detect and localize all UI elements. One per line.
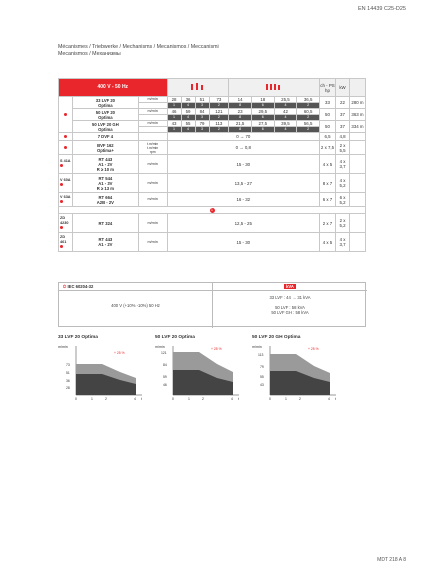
gear-cell: 3 — [195, 127, 209, 133]
xtick: 0 — [172, 397, 174, 401]
gear-cell: 2 — [209, 115, 229, 121]
xtick: 1 — [188, 397, 190, 401]
speed-cell: 56,5 — [297, 121, 320, 127]
hoist-hp-0: 33 — [320, 97, 336, 109]
trolley-extra-1 — [350, 174, 366, 193]
speed-cell: 39,5 — [274, 121, 297, 127]
trolley-1-icon — [60, 183, 63, 186]
gear-cell: 2 — [297, 127, 320, 133]
iec-header — [59, 283, 212, 291]
chart-svg — [252, 342, 340, 404]
trolley-value-1: 13,5 - 27 — [167, 174, 319, 193]
trolley-label-1-text: V 60A — [60, 178, 71, 182]
travel-model-1-sub: A1 - 2V — [98, 242, 113, 247]
chart-33lvf — [58, 335, 146, 405]
ytick: 84 — [163, 363, 167, 367]
speed-cell: 28 — [167, 97, 181, 103]
trolley-label-2 — [59, 193, 73, 207]
speed-cell: 43 — [167, 121, 181, 127]
chart-title: 33 LVF 20 Optima — [58, 335, 98, 340]
speed-cell: 14 — [229, 97, 252, 103]
slew-value-0: 0 → 70 — [167, 133, 319, 141]
hoist-kw-2: 37 — [336, 121, 350, 133]
slew-unit-0 — [138, 133, 167, 141]
chart-50lvf — [155, 335, 243, 405]
gear-cell: 4 — [274, 103, 297, 109]
trolley-hp-0: 4 x 5 — [320, 155, 336, 174]
xtick: 2 — [105, 397, 107, 401]
xunit: t — [238, 397, 239, 401]
hook-speed-2-icon — [264, 82, 284, 92]
trolley-kw-2: 6 x 5,2 — [336, 193, 350, 207]
speed-cell: 113 — [209, 121, 229, 127]
speed-cell: 42 — [274, 109, 297, 115]
xtick: 0 — [75, 397, 77, 401]
xtick: 4 — [134, 397, 136, 401]
travel-value-1: 15 - 30 — [167, 233, 319, 252]
hoist-model-2 — [73, 121, 139, 133]
ytick: 59 — [163, 375, 167, 379]
travel-kw-0: 2 x 5,2 — [336, 214, 350, 233]
trolley-label-1 — [59, 174, 73, 193]
hoist-kw-1: 37 — [336, 109, 350, 121]
gear-cell: 1 — [167, 103, 181, 109]
trolley-model-2-sub: A2B - 2V — [96, 199, 114, 205]
travel-unit-0: m/min — [138, 214, 167, 233]
chart-title: 50 LVF 20 GH Optima — [252, 335, 301, 340]
travel-extra-0 — [350, 214, 366, 233]
ytick: 113 — [258, 353, 264, 357]
hoist-model-2-name: 50 LVF 20 GH — [92, 121, 119, 127]
trolley-model-1-sub: A1 - 3V — [98, 180, 113, 186]
travel-value-0: 12,5 - 25 — [167, 214, 319, 233]
trolley-value-0: 15 - 30 — [167, 155, 319, 174]
slew-icon-cell — [59, 133, 73, 141]
speed-cell: 23 — [229, 109, 252, 115]
xtick: 1 — [285, 397, 287, 401]
travel-extra-1 — [350, 233, 366, 252]
gear-cell: 3 — [195, 115, 209, 121]
trolley-model-2-name: RT 664 — [98, 194, 113, 200]
gear-cell: 2 — [297, 103, 320, 109]
hoist-kw-0: 22 — [336, 97, 350, 109]
ytick: 73 — [66, 363, 70, 367]
power-supply-block — [58, 282, 366, 327]
trolley-kw-1: 4 x 5,2 — [336, 174, 350, 193]
note-marker: 1 — [211, 208, 213, 212]
speed-cell: 36 — [181, 97, 195, 103]
travel-label-0 — [59, 214, 73, 233]
kva-badge: kVA — [286, 284, 294, 289]
gear-cell: 8 — [229, 127, 252, 133]
hoist-hp-1: 50 — [320, 109, 336, 121]
trolley-hp-2: 6 x 7 — [320, 193, 336, 207]
gear-cell: 4 — [274, 127, 297, 133]
mechanisms-title — [58, 44, 358, 58]
hoist-model-0-sub: Optima — [98, 102, 113, 108]
ytick: 28 — [66, 386, 70, 390]
trolley-model-0 — [73, 155, 139, 174]
xtick: 2 — [299, 397, 301, 401]
gear-cell: 2 — [209, 103, 229, 109]
gear-cell: 1 — [167, 127, 181, 133]
gear-cell: 3 — [195, 103, 209, 109]
hoist-speed-icon-cell-2 — [229, 79, 320, 97]
chart-ylabel: m/min — [155, 345, 165, 349]
speed-cell: 51 — [195, 97, 209, 103]
hoist-unit-1: m/min — [138, 109, 167, 115]
xtick: 0 — [269, 397, 271, 401]
slew-unit-1: t.m/min t.m/min rpm — [138, 141, 167, 155]
hoist-hp-2: 50 — [320, 121, 336, 133]
travel-model-0: RT 324 — [73, 214, 139, 233]
document-reference: EN 14439 C25-D25 — [357, 6, 406, 12]
note-marker-row — [59, 207, 366, 214]
speed-cell: 25,5 — [274, 97, 297, 103]
gear-cell: 6 — [251, 103, 274, 109]
power-iec-col — [59, 283, 213, 328]
mechanisms-title-line1: Mécanismes / Triebwerke / Mechanisms / Mecanismos / Meccanismi — [58, 44, 219, 50]
travel-hp-0: 2 x 7 — [320, 214, 336, 233]
hoist-model-1-name: 50 LVF 20 — [95, 109, 115, 115]
ytick: 121 — [161, 351, 167, 355]
ytick: 55 — [260, 375, 264, 379]
trolley-label-0-text: S 41A — [60, 159, 71, 163]
gear-cell: 4 — [181, 115, 195, 121]
gear-cell: 2 — [297, 115, 320, 121]
travel-label-0-text: ZD 4230 — [60, 215, 69, 225]
kva-line3: 50 LVF GH : 58 kVA — [271, 310, 309, 315]
travel-0-icon — [60, 226, 63, 229]
slew-icon — [64, 135, 67, 138]
gear-cell: 4 — [181, 103, 195, 109]
slew-2-icon — [64, 146, 67, 149]
xtick: 1 — [91, 397, 93, 401]
speed-cell: 60,5 — [297, 109, 320, 115]
trolley-unit-0: m/min — [138, 155, 167, 174]
ytick: 43 — [260, 383, 264, 387]
trolley-hp-1: 8 x 7 — [320, 174, 336, 193]
trolley-label-0 — [59, 155, 73, 174]
travel-label-1-text: ZD 461 — [60, 234, 67, 244]
trolley-2-icon — [60, 200, 63, 203]
speed-cell: 55 — [181, 121, 195, 127]
kva-body — [213, 291, 367, 315]
trolley-unit-2: m/min — [138, 193, 167, 207]
chart-annotation: + 25 % — [308, 347, 319, 351]
slew-hp-0: 6,5 — [320, 133, 336, 141]
travel-kw-1: 4 x 3,7 — [336, 233, 350, 252]
trolley-unit-1: m/min — [138, 174, 167, 193]
xtick: 2 — [202, 397, 204, 401]
slew-extra-0 — [350, 133, 366, 141]
speed-cell: 36,5 — [297, 97, 320, 103]
slew-model-0: 7 DVF 4 — [73, 133, 139, 141]
chart-annotation: + 25 % — [211, 347, 222, 351]
chart-title: 50 LVF 20 Optima — [155, 335, 195, 340]
travel-unit-1: m/min — [138, 233, 167, 252]
speed-cell: 73 — [209, 97, 229, 103]
ch-ps-header — [320, 79, 336, 97]
slew-kw-1: 2 x 5,5 — [336, 141, 350, 155]
chart-50lvf-gh — [252, 335, 340, 405]
chart-svg — [155, 342, 243, 404]
power-supply-text: 400 V (+10% -10%) 50 Hz — [111, 303, 160, 308]
plug-icon: ⏻ — [63, 284, 67, 289]
speed-cell: 27,5 — [251, 121, 274, 127]
hoist-model-2-sub: Optima — [98, 126, 113, 132]
speed-cell: 121 — [209, 109, 229, 115]
power-label: 400 V - 50 Hz — [59, 79, 168, 97]
kva-line2: 50 LVF : 58 kVA — [275, 305, 305, 310]
gear-cell: 4 — [181, 127, 195, 133]
hoist-model-0-name: 33 LVF 20 — [95, 97, 115, 103]
speed-cell: 29,5 — [251, 109, 274, 115]
slew-extra-1 — [350, 141, 366, 155]
travel-label-1 — [59, 233, 73, 252]
gear-cell: 8 — [229, 103, 252, 109]
gear-cell: 4 — [274, 115, 297, 121]
slew-kw-0: 4,8 — [336, 133, 350, 141]
ch-ps-label: ch - PS — [320, 82, 335, 88]
trolley-value-2: 16 - 32 — [167, 193, 319, 207]
trolley-extra-2 — [350, 193, 366, 207]
travel-1-icon — [60, 245, 63, 248]
hp-label: hp — [325, 87, 330, 93]
trolley-model-1 — [73, 174, 139, 193]
hook-speed-icon — [188, 82, 208, 92]
chart-ylabel: m/min — [58, 345, 68, 349]
gear-cell: 8 — [229, 115, 252, 121]
hoist-extra-2: 334 m — [350, 121, 366, 133]
travel-hp-1: 4 x 5 — [320, 233, 336, 252]
kva-header — [213, 283, 367, 291]
speed-cell: 46 — [167, 109, 181, 115]
ytick: 36 — [66, 379, 70, 383]
chart-ylabel: m/min — [252, 345, 262, 349]
ytick: 79 — [260, 365, 264, 369]
trolley-kw-0: 4 x 3,7 — [336, 155, 350, 174]
hoist-unit-0: m/min — [138, 97, 167, 103]
iec-label: IEC 60204-32 — [67, 284, 94, 289]
gear-cell: 1 — [167, 115, 181, 121]
travel-model-1-name: RT 443 — [98, 237, 113, 242]
trolley-extra-0 — [350, 155, 366, 174]
mechanisms-table — [58, 78, 366, 252]
footer-reference: MDT 218 A 8 — [377, 557, 406, 563]
hoist-extra-1: 363 m — [350, 109, 366, 121]
gear-cell: 6 — [251, 115, 274, 121]
slew-hp-1: 2 x 7,5 — [320, 141, 336, 155]
slew-model-1-name: BVF 162 — [97, 142, 114, 148]
hoist-unit-2: m/min — [138, 121, 167, 127]
speed-cell: 21,5 — [229, 121, 252, 127]
hoist-model-1 — [73, 109, 139, 121]
trolley-label-2-text: V 63A — [60, 194, 71, 199]
extra-header — [350, 79, 366, 97]
ytick: 51 — [66, 371, 70, 375]
hoist-icon-cell — [59, 97, 73, 133]
trolley-model-1-sub2: R ≥ 13 m — [96, 185, 114, 191]
trolley-model-0-sub: A1 - 2V — [98, 161, 113, 167]
hoist-extra-0: 280 m — [350, 97, 366, 109]
xtick: 4 — [231, 397, 233, 401]
travel-model-1 — [73, 233, 139, 252]
slew-model-1-sub: Optima+ — [96, 147, 114, 153]
slew-icon-cell-2 — [59, 141, 73, 155]
xunit: t — [141, 397, 142, 401]
xunit: t — [335, 397, 336, 401]
speed-cell: 18 — [251, 97, 274, 103]
trolley-model-0-sub2: R ≥ 10 m — [96, 166, 114, 172]
kva-main: 33 LVF : 44 → 31 kVA — [269, 295, 311, 300]
trolley-0-icon — [60, 164, 63, 167]
ytick: 46 — [163, 383, 167, 387]
speed-cell: 84 — [195, 109, 209, 115]
hoist-model-1-sub: Optima — [98, 114, 113, 120]
gear-cell: 2 — [209, 127, 229, 133]
chart-annotation: + 25 % — [114, 351, 125, 355]
mechanisms-title-line2: Mecanismos / Механизмы — [58, 51, 121, 57]
speed-cell: 79 — [195, 121, 209, 127]
hoist-icon — [64, 113, 67, 116]
gear-cell: 6 — [251, 127, 274, 133]
chart-svg — [58, 342, 146, 404]
hoist-speed-icon-cell — [167, 79, 229, 97]
power-kva-col — [213, 283, 367, 328]
speed-cell: 59 — [181, 109, 195, 115]
slew-value-1: 0 → 0,8 — [167, 141, 319, 155]
xtick: 4 — [328, 397, 330, 401]
kw-header: kW — [336, 79, 350, 97]
trolley-model-0-name: RT 443 — [98, 156, 113, 162]
trolley-model-2 — [73, 193, 139, 207]
slew-model-1 — [73, 141, 139, 155]
trolley-model-1-name: RT 544 — [98, 175, 113, 181]
hoist-model-0 — [73, 97, 139, 109]
